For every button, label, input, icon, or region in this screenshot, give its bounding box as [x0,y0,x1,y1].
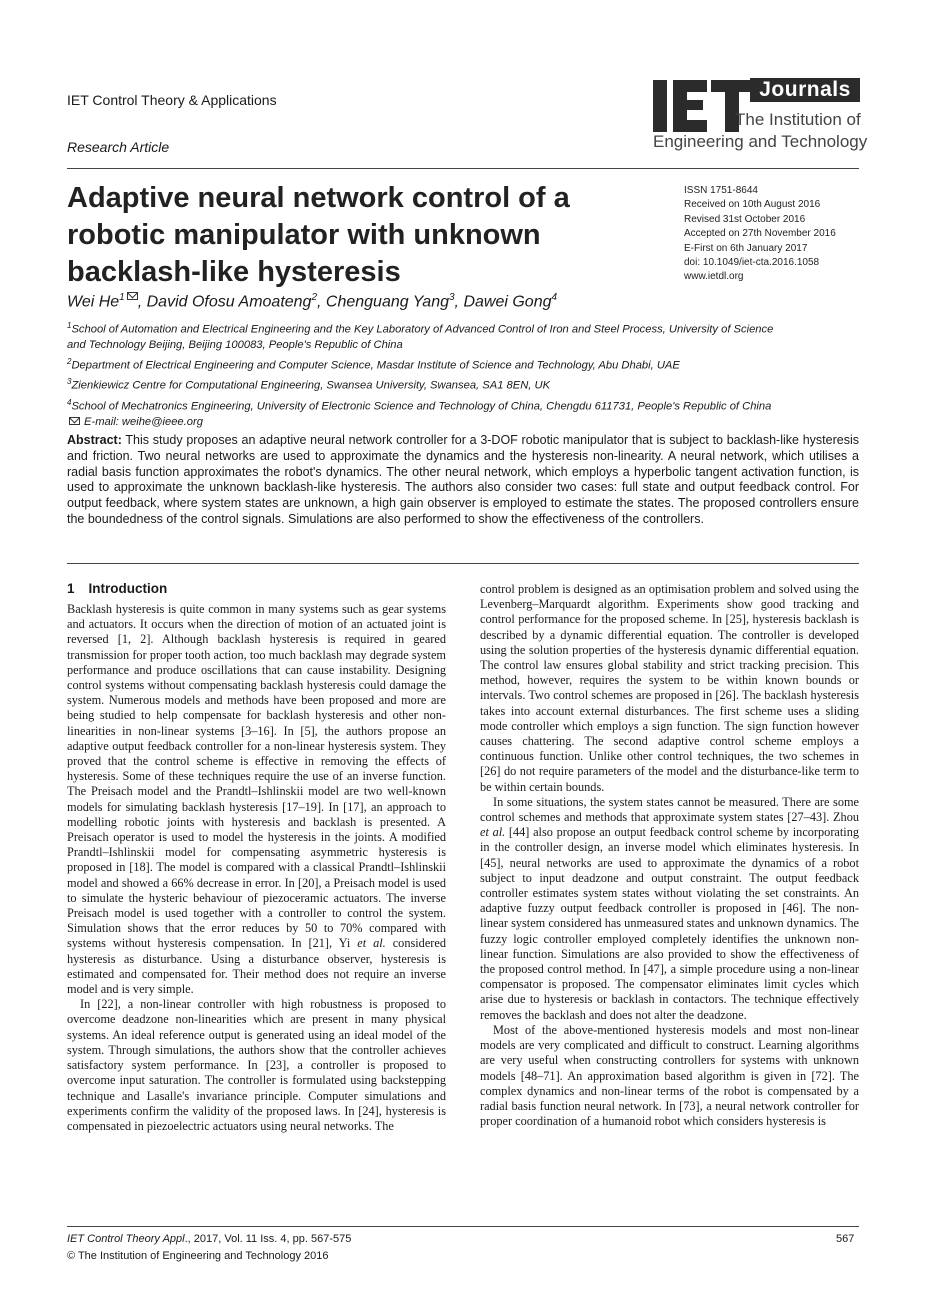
footer-copyright: © The Institution of Engineering and Technology 2016 [67,1250,329,1262]
meta-accepted: Accepted on 27th November 2016 [684,228,836,240]
footer-citation [67,1233,351,1245]
section-title: Introduction [88,581,168,596]
abstract-label: Abstract: [67,433,122,447]
author-affiliation-sup: 4 [551,292,558,303]
article-type: Research Article [67,139,170,155]
logo-institution-line: The Institution of [735,110,861,129]
section-number: 1 [67,581,75,596]
header-rule [67,168,859,169]
affiliation-sup: 2 [67,356,72,366]
abstract [67,433,859,528]
abstract-text: This study proposes an adaptive neural network controller for a 3-DOF robotic manipulator that is subject to backlash-like hysteresis and friction. Two neural networks are used to approximate the dynamics and the hysteresis non-linearity. A neural network, which utilises a radial basis function approximates the robot's dynamics. The other neural network, which employs a hyperbolic tangent activation function, is used to approximate the unknown backlash-like hysteresis. The authors also consider two cases: full state and output feedback control. For output feedback, where system states are unknown, a high gain observer is employed to estimate the states. The proposed controllers ensure the boundedness of the control signals. Simulations are also performed to show the effectiveness of the controllers. [67,433,859,526]
meta-doi[interactable]: doi: 10.1049/iet-cta.2016.1058 [684,257,820,269]
article-meta [684,184,836,285]
affiliation-3 [67,374,862,394]
author-affiliation-sup: 2 [311,292,318,303]
affiliation-sup: 3 [67,377,72,387]
author-name: , Chenguang Yang [317,293,449,311]
paragraph: In [22], a non-linear controller with high robustness is proposed to overcome deadzone non-linearities which are present in many physical systems. An ideal reference output is generated using an ideal model of the system. Through simulations, the authors show that the controller achieves satisfactory system performance. In [23], a controller is proposed to overcome input saturation. The controller is formulated using backstepping technique and Lasalle's invariance principle. Computer simulations and experiments confirm the validity of the proposed laws. In [24], hysteresis is compensated in piezoelectric actuators using neural networks. The [67,997,446,1133]
affiliation-text: School of Mechatronics Engineering, University of Electronic Science and Technology of China, Chengdu 611731, People's Republic of China [71,400,772,413]
affiliation-text: Department of Electrical Engineering and Computer Science, Masdar Institute of Science and Technology, Abu Dhabi, UAE [71,359,680,372]
affiliations [67,318,862,431]
author-name: , Dawei Gong [454,293,552,311]
affiliation-1-cont: and Technology Beijing, Beijing 100083, People's Republic of China [67,339,403,352]
affiliation-1 [67,318,862,338]
paragraph [67,602,446,997]
affiliation-text: School of Automation and Electrical Engineering and the Key Laboratory of Advanced Control of Iron and Steel Process, University of Science [71,323,774,336]
paragraph: Most of the above-mentioned hysteresis models and most non-linear models are very complicated and difficult to construct. Learning algorithms are very useful when constructing controllers for systems with unknown models [48–71]. An approximation based algorithm is given in [72]. The complex dynamics and non-linear terms of the robot is compensated by a radial basis function neural network. In [73], a neural network controller for proper coordination of a humanoid robot which considers hysteresis is [480,1022,859,1129]
email-text[interactable]: E-mail: weihe@ieee.org [84,415,203,428]
envelope-icon [69,417,80,425]
paragraph-text: In some situations, the system states cannot be measured. There are some control schemes and methods that approximate system states [27–43]. Zhou [480,794,859,825]
affiliation-2 [67,354,862,374]
footer-rule [67,1226,859,1227]
logo-engineering-line: Engineering and Technology [653,132,868,151]
meta-website[interactable]: www.ietdl.org [684,271,744,283]
iet-journals-logo [650,70,868,160]
journal-name: IET Control Theory & Applications [67,92,277,108]
author-name: Wei He [67,293,120,311]
article-title: Adaptive neural network control of a robotic manipulator with unknown backlash-like hysteresis [67,182,570,288]
author-list [67,292,557,311]
page-number: 567 [836,1233,855,1245]
paragraph-emphasis: et al. [480,825,506,840]
meta-issn: ISSN 1751-8644 [684,185,758,196]
author-name: , David Ofosu Amoateng [137,293,312,311]
paragraph-text: Backlash hysteresis is quite common in many systems such as gear systems and actuators. It occurs when the direction of motion of an actuated joint is reversed [1, 2]. Although backlash hysteresis is required in geared transmission for proper tooth action, too much backlash may degrade system performance and produce oscillations that can cause instability. Designing control systems without compensating backlash hysteresis could damage the system. Numerous models and methods have been proposed and more are being studied to help compensate for backlash hysteresis and other non-linearities in non-linear systems [3–16]. In [5], the authors propose an adaptive output feedback controller for a non-linear hysteresis system. They proved that the control scheme is effective in removing the effects of hysteresis. Some of these techniques require the use of an inverse function. The Preisach model and the Prandtl–Ishlinskii model are two well-known models for simulating backlash hysteresis [17–19]. In [17], an approach to modelling robotic joints with hysteresis and backlash is presented. A Preisach operator is used to model the hysteresis in the joints. A modified Prandtl–Ishlinskii model for compensating asymmetric hysteresis is proposed in [18]. The model is compared with a classical Prandtl–Ishlinskii model and showed a 66% decrease in error. In [20], a Preisach model is used to simulate the hysteric behaviour of piezoceramic actuators. The inverse Preisach model is used together with a controller to control the system. Simulation shows that the error reduces by 50 to 70% compared with systems without hysteresis compensation. In [21], Yi [67,602,446,951]
meta-received: Received on 10th August 2016 [684,199,821,211]
paragraph-emphasis: et al. [357,936,386,951]
author-affiliation-sup: 3 [448,292,455,303]
affiliation-text: Zienkiewicz Centre for Computational Engineering, Swansea University, Swansea, SA1 8EN, UK [71,379,551,392]
journals-badge: Journals [750,78,860,102]
paragraph: control problem is designed as an optimisation problem and solved using the Levenberg–Marquardt algorithm. Experiments show good tracking and control performance for the proposed scheme. In [25], hysteresis backlash is described by a dynamic differential equation. The controller is developed using the solution properties of the hysteresis dynamic differential equation. The control law ensures global stability and strict tracking precision. This method, however, requires the system to be within known bounds or intervals. Two control schemes are proposed in [26]. The backlash hysteresis takes into account external disturbances. The first scheme uses a sliding mode controller which employs a sign function. The sign function however causes chattering. The second adaptive control scheme employs a continuous function. Unlike other control techniques, the two schemes in [26] do not require parameters of the model and the disturbance-like term to be within certain bounds. [480,582,859,794]
section-heading [67,581,167,596]
affiliation-sup: 4 [67,397,72,407]
footer-journal-abbrev: IET Control Theory Appl [67,1233,185,1245]
paragraph-text: considered hysteresis as disturbance. Using a disturbance observer, hysteresis is estimated and compensated for. Their method does not require an inverse model and is very simple. [67,936,446,997]
footer-citation-detail: ., 2017, Vol. 11 Iss. 4, pp. 567-575 [184,1233,352,1245]
paragraph [480,795,859,1023]
abstract-rule [67,563,859,564]
email-line [67,415,862,431]
affiliation-sup: 1 [67,321,72,330]
envelope-icon [127,292,138,300]
paragraph-text: [44] also propose an output feedback control scheme by incorporating in the controller design, an inverse model which eliminates hysteresis. In [45], neural networks are used to approximate the dynamics of a robot subject to input deadzone and output constraint. The output feedback controller estimates system states without violating the set constraints. An adaptive fuzzy output feedback controller is proposed in [46]. The non-linear system considered has unmeasured states and unknown dynamics. The fuzzy logic controller employed completely identifies the unknown non-linear function. Simulations are also provided to show the effectiveness of the proposed control method. In [47], a simple procedure using a non-linear compensator is proposed. The compensator eliminates limit cycles which arise due to hysteresis or backlash in contactors. The technique effectively removes the backlash and does not alter the deadzone. [480,825,860,1022]
body-column-left [67,602,446,1134]
meta-revised: Revised 31st October 2016 [684,213,806,225]
affiliation-4 [67,395,862,415]
author-affiliation-sup: 1 [119,292,125,303]
meta-efirst: E-First on 6th January 2017 [684,242,808,254]
body-column-right [480,582,859,1129]
